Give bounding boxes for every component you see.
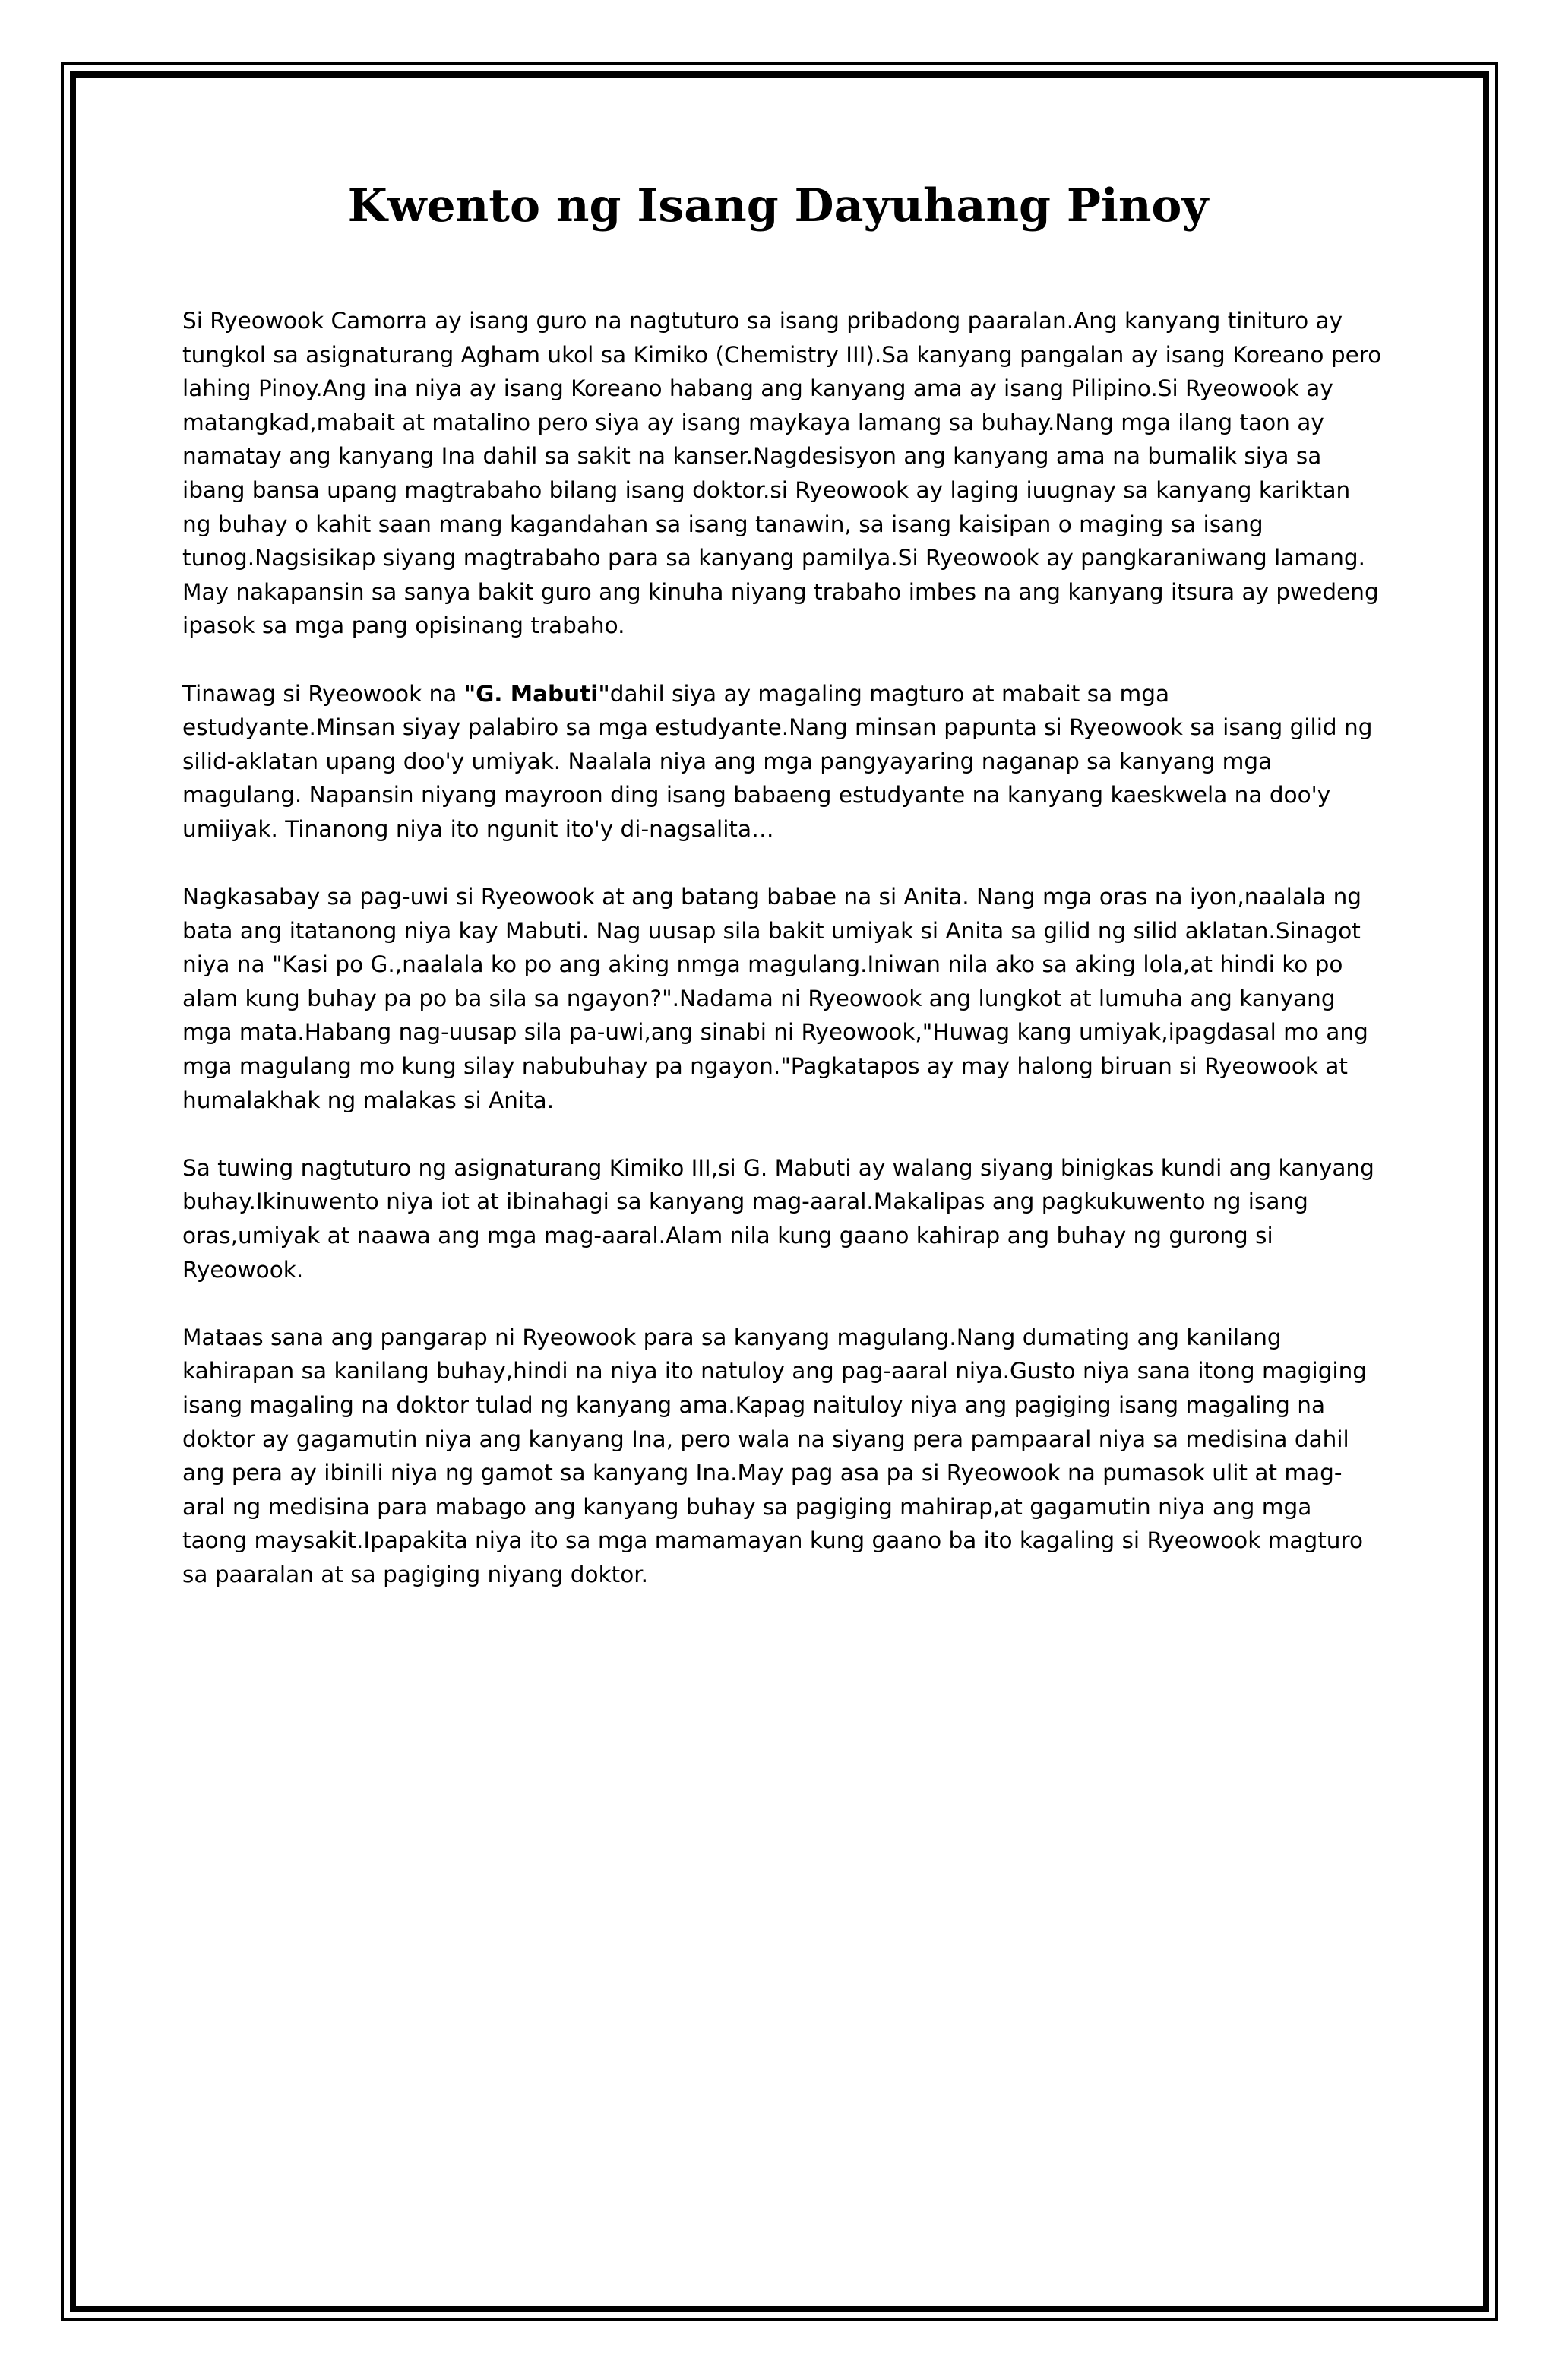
- paragraph-1: Si Ryeowook Camorra ay isang guro na nagtuturo sa isang pribadong paaralan.Ang kanyang tinituro ay tungkol sa asignaturang Agham ukol sa Kimiko (Chemistry III).Sa kanyang pangalan ay isang Koreano pero lahing Pinoy.Ang ina niya ay isang Koreano habang ang kanyang ama ay isang Pilipino.Si Ryeowook ay matangkad,mabait at matalino pero siya ay isang maykaya lamang sa buhay.Nang mga ilang taon ay namatay ang kanyang Ina dahil sa sakit na kanser.Nagdesisyon ang kanyang ama na bumalik siya sa ibang bansa upang magtrabaho bilang isang doktor.si Ryeowook ay laging iuugnay sa kanyang kariktan ng buhay o kahit saan mang kagandahan sa isang tanawin, sa isang kaisipan o maging sa isang tunog.Nagsisikap siyang magtrabaho para sa kanyang pamilya.Si Ryeowook ay pangkaraniwang lamang. May nakapansin sa sanya bakit guro ang kinuha niyang trabaho imbes na ang kanyang itsura ay pwedeng ipasok sa mga pang opisinang trabaho.: [182, 308, 1382, 639]
- paragraph-2: [182, 677, 1383, 847]
- paragraph-4: Sa tuwing nagtuturo ng asignaturang Kimiko III,si G. Mabuti ay walang siyang binigkas kundi ang kanyang buhay.Ikinuwento niya iot at ibinahagi sa kanyang mag-aaral.Makalipas ang pagkukuwento ng isang oras,umiyak at naawa ang mga mag-aaral.Alam nila kung gaano kahirap ang buhay ng gurong si Ryeowook.: [182, 1154, 1374, 1283]
- paragraph-3: Nagkasabay sa pag-uwi si Ryeowook at ang batang babae na si Anita. Nang mga oras na iyon,naalala ng bata ang itatanong niya kay Mabuti. Nag uusap sila bakit umiyak si Anita sa gilid ng silid aklatan.Sinagot niya na "Kasi po G.,naalala ko po ang aking nmga magulang.Iniwan nila ako sa aking lola,at hindi ko po alam kung buhay pa po ba sila sa ngayon?".Nadama ni Ryeowook ang lungkot at lumuha ang kanyang mga mata.Habang nag-uusap sila pa-uwi,ang sinabi ni Ryeowook,"Huwag kang umiyak,ipagdasal mo ang mga magulang mo kung silay nabubuhay pa ngayon."Pagkatapos ay may halong biruan si Ryeowook at humalakhak ng malakas si Anita.: [182, 884, 1368, 1113]
- paragraph-5: Mataas sana ang pangarap ni Ryeowook para sa kanyang magulang.Nang dumating ang kanilang kahirapan sa kanilang buhay,hindi na niya ito natuloy ang pag-aaral niya.Gusto niya sana itong magiging isang magaling na doktor tulad ng kanyang ama.Kapag naituloy niya ang pagiging isang magaling na doktor ay gagamutin niya ang kanyang Ina, pero wala na siyang pera pampaaral niya sa medisina dahil ang pera ay ibinili niya ng gamot sa kanyang Ina.May pag asa pa si Ryeowook na pumasok ulit at mag-aral ng medisina para mabago ang kanyang buhay sa pagiging mahirap,at gagamutin niya ang mga taong maysakit.Ipapakita niya ito sa mga mamamayan kung gaano ba ito kagaling si Ryeowook magturo sa paaralan at sa pagiging niyang doktor.: [182, 1324, 1368, 1587]
- page-title: Kwento ng Isang Dayuhang Pinoy: [347, 179, 1209, 233]
- paragraph-2-rest: dahil siya ay magaling magturo at mabait sa mga estudyante.Minsan siyay palabiro sa mga estudyante.Nang minsan papunta si Ryeowook sa isang gilid ng silid-aklatan upang doo'y umiyak. Naalala niya ang mga pangyayaring naganap sa kanyang mga magulang. Napansin niyang mayroon ding isang babaeng estudyante na kanyang kaeskwela na doo'y umiiyak. Tinanong niya ito ngunit ito'y di-nagsalita…: [182, 680, 1373, 842]
- paragraph-2-lead: Tinawag si Ryeowook na: [182, 680, 464, 707]
- story-body: [182, 304, 1383, 1625]
- nickname-bold: "G. Mabuti": [463, 680, 610, 707]
